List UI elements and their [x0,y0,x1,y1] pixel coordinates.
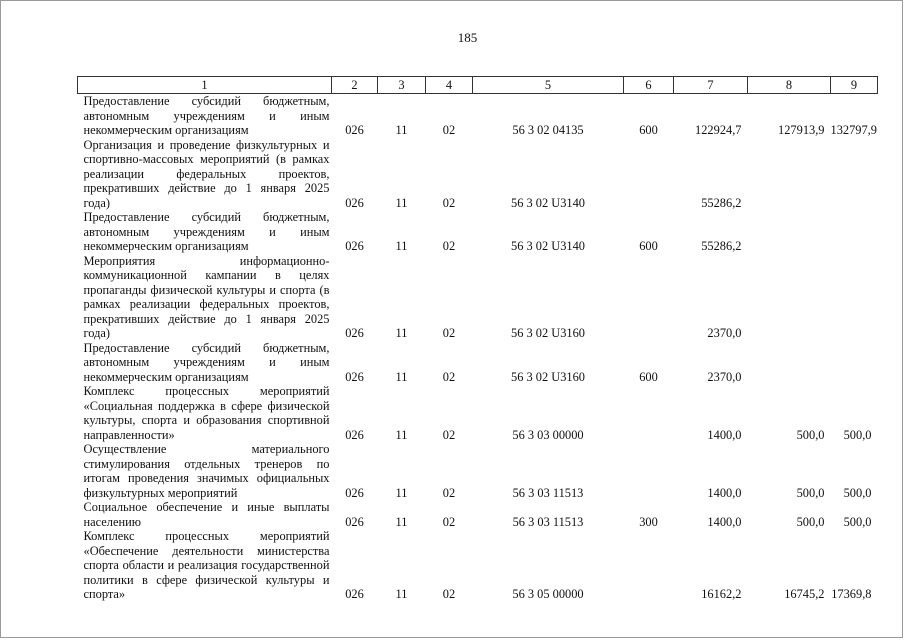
row-code-subsection: 02 [442,369,456,384]
row-amount-col7: 55286,2 [701,195,742,210]
row-code-subsection: 02 [442,514,456,529]
row-code-subsection: 02 [442,239,456,253]
row-code-target: 56 3 02 U3160 [511,369,585,384]
row-code-target: 56 3 02 U3160 [511,326,585,340]
row-code-section: 11 [395,195,408,210]
row-name: Комплекс процессных мероприятий «Социальная поддержка в сфере физической культуры, спорта и образования спортивной направленности» [83,384,330,442]
row-amount-col7: 1400,0 [707,514,742,529]
row-name: Комплекс процессных мероприятий «Обеспечение деятельности министерства спорта области и реализация государственной политики в сфере физической культуры и спорта» [83,529,330,601]
row-amount-col8: 500,0 [796,427,825,442]
row-code-expense-type [624,254,674,341]
row-amount-col9 [831,341,878,385]
row-code-section: 11 [395,587,408,601]
row-code-expense-type [624,529,674,602]
row-code-admin: 026 [345,587,364,601]
row-name: Предоставление субсидий бюджетным, автономным учреждениям и иным некоммерческим организациям [83,94,330,137]
table-row [78,210,878,254]
row-amount-col9: 132797,9 [830,123,877,137]
row-code-admin: 026 [345,195,364,210]
row-name: Организация и проведение физкультурных и спортивно-массовых мероприятий (в рамках реализации федеральных проектов, прекративших действие до 1 января 2025 года) [83,137,330,210]
row-code-admin: 026 [345,369,364,384]
row-code-section: 11 [395,326,408,340]
row-code-subsection: 02 [442,123,456,137]
row-code-admin: 026 [345,514,364,529]
header-cell: 8 [748,77,831,94]
table-row [78,94,878,138]
header-cell: 6 [624,77,674,94]
row-code-target: 56 3 03 00000 [512,427,584,442]
row-amount-col9 [831,254,878,341]
row-amount-col9: 500,0 [843,427,872,442]
row-code-expense-type: 600 [639,123,658,137]
row-code-target: 56 3 02 U3140 [511,195,585,210]
row-code-expense-type: 600 [639,369,658,384]
row-amount-col9: 17369,8 [831,587,872,601]
row-amount-col7: 2370,0 [707,326,742,340]
row-amount-col9: 500,0 [843,485,872,500]
row-code-section: 11 [395,427,408,442]
row-code-section: 11 [395,123,408,137]
budget-table [77,76,878,602]
row-code-subsection: 02 [442,195,456,210]
row-amount-col7: 1400,0 [707,427,742,442]
header-cell: 5 [473,77,624,94]
row-code-expense-type [624,442,674,500]
row-amount-col9 [831,210,878,254]
row-code-subsection: 02 [442,427,456,442]
header-cell: 3 [378,77,426,94]
row-amount-col7: 55286,2 [701,239,742,253]
row-amount-col7: 2370,0 [707,369,742,384]
row-name: Социальное обеспечение и иные выплаты населению [83,500,330,529]
row-name: Осуществление материального стимулирования отдельных тренеров по итогам проведения значимых официальных физкультурных мероприятий [83,442,330,500]
row-code-admin: 026 [345,485,364,500]
row-amount-col8 [748,341,831,385]
row-name: Предоставление субсидий бюджетным, автономным учреждениям и иным некоммерческим организациям [83,340,330,384]
row-code-target: 56 3 02 U3140 [511,239,585,253]
row-name: Мероприятия информационно-коммуникационной кампании в целях пропаганды физической культуры и спорта (в рамках реализации федеральных проектов, прекративших действие до 1 января 2025 года) [83,253,330,340]
row-name: Предоставление субсидий бюджетным, автономным учреждениям и иным некоммерческим организациям [83,210,330,253]
table-row [78,341,878,385]
row-amount-col8: 500,0 [796,514,825,529]
table-row [78,384,878,442]
header-cell: 1 [78,77,332,94]
header-cell: 7 [674,77,748,94]
row-amount-col7: 16162,2 [701,587,742,601]
table-row [78,500,878,529]
row-code-admin: 026 [345,326,364,340]
row-amount-col8 [748,254,831,341]
row-code-section: 11 [395,369,408,384]
header-cell: 9 [831,77,878,94]
table-row [78,138,878,211]
page-number: 185 [457,30,478,45]
row-amount-col8: 500,0 [796,485,825,500]
row-amount-col9 [831,138,878,211]
row-code-expense-type [624,384,674,442]
row-code-subsection: 02 [442,587,456,601]
row-code-subsection: 02 [442,326,456,340]
row-code-subsection: 02 [442,485,456,500]
row-code-expense-type [624,138,674,211]
row-code-target: 56 3 05 00000 [512,587,584,601]
header-row [78,77,878,94]
row-amount-col7: 122924,7 [695,123,742,137]
table-row [78,442,878,500]
row-amount-col8: 16745,2 [784,587,825,601]
table-row [78,254,878,341]
row-code-admin: 026 [345,239,364,253]
row-code-section: 11 [395,239,408,253]
row-code-section: 11 [395,485,408,500]
row-code-admin: 026 [345,427,364,442]
header-cell: 4 [426,77,473,94]
row-amount-col9: 500,0 [843,514,872,529]
row-amount-col8: 127913,9 [778,123,825,137]
row-code-section: 11 [395,514,408,529]
row-code-expense-type: 300 [639,514,658,529]
row-code-expense-type: 600 [639,239,658,253]
row-amount-col8 [748,210,831,254]
row-code-target: 56 3 03 11513 [512,485,584,500]
row-code-target: 56 3 03 11513 [512,514,584,529]
row-amount-col8 [748,138,831,211]
header-cell: 2 [332,77,378,94]
row-amount-col7: 1400,0 [707,485,742,500]
row-code-target: 56 3 02 04135 [512,123,584,137]
row-code-admin: 026 [345,123,364,137]
table-row [78,529,878,602]
